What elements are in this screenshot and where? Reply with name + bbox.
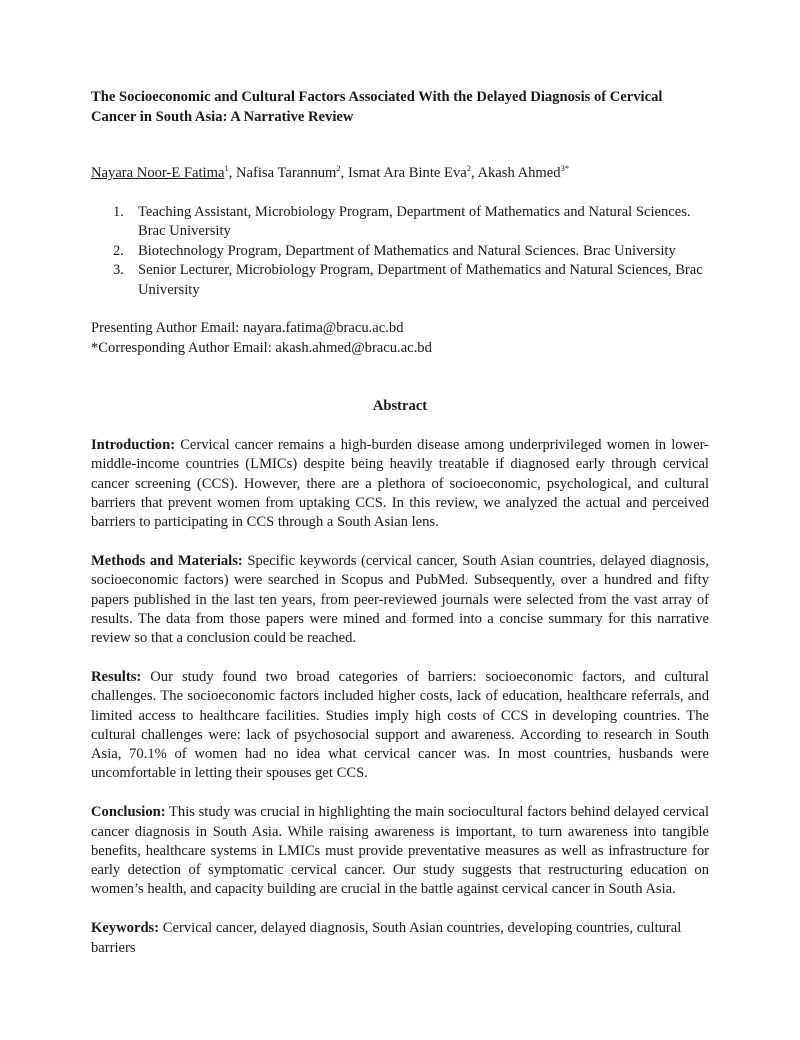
methods-section — [91, 552, 709, 648]
conclusion-label: Conclusion: — [91, 804, 166, 821]
keywords-text: Cervical cancer, delayed diagnosis, South Asian countries, developing countries, cultural barriers — [91, 920, 682, 956]
affiliation-text: Biotechnology Program, Department of Mathematics and Natural Sciences. Brac University — [138, 242, 676, 259]
author-name: Akash Ahmed — [477, 165, 561, 181]
author-separator: , — [228, 165, 236, 181]
author-line — [91, 164, 709, 184]
conclusion-text: This study was crucial in highlighting the main sociocultural factors behind delayed cervical cancer diagnosis in South Asia. While raising awareness is important, to turn awareness into tangible benefits, healthcare systems in LMICs must provide preventative measures as well as infrastructure for early detection of symptomatic cervical cancer. Our study suggests that restructuring education on women’s health, and capacity building are crucial in the battle against cervical cancer in South Asia. — [91, 804, 710, 898]
affiliation-number: 1. — [113, 203, 124, 220]
author-name: Nafisa Tarannum — [235, 165, 337, 181]
results-text: Our study found two broad categories of barriers: socioeconomic factors, and cultural challenges. The socioeconomic factors included higher costs, lack of education, healthcare referrals, and limited access to healthcare facilities. Studies imply high costs of CCS in developing countries. The cultural challenges were: lack of psychosocial support and awareness. According to research in South Asia, 70.1% of women had no idea what cervical cancer was. In most countries, husbands were uncomfortable in letting their spouses get CCS. — [91, 668, 709, 782]
paper-title: The Socioeconomic and Cultural Factors Associated With the Delayed Diagnosis of Cervical Cancer in South Asia: A Narrative Review — [91, 89, 663, 125]
author-separator: , — [470, 165, 478, 181]
introduction-label: Introduction: — [91, 437, 176, 453]
author — [91, 165, 236, 181]
affiliation-item — [91, 203, 709, 242]
author-name: Ismat Ara Binte Eva — [347, 165, 467, 181]
affiliation-text: Teaching Assistant, Microbiology Program, Department of Mathematics and Natural Sciences. Brac University — [138, 203, 691, 239]
author — [348, 165, 478, 181]
keywords-label: Keywords: — [91, 920, 160, 937]
corresponding-author-email: *Corresponding Author Email: akash.ahmed@bracu.ac.bd — [91, 339, 432, 356]
affiliation-number: 2. — [113, 242, 124, 259]
methods-label: Methods and Materials: — [91, 552, 243, 569]
introduction-section — [91, 436, 709, 532]
paper-page — [91, 88, 709, 958]
affiliation-number: 3. — [113, 262, 124, 278]
conclusion-section — [91, 803, 709, 899]
author-emails — [91, 319, 709, 358]
keywords-section — [91, 919, 709, 958]
results-label: Results: — [91, 668, 142, 685]
author-name: Nayara Noor-E Fatima — [91, 165, 225, 181]
affiliation-item — [91, 242, 709, 262]
methods-text: Specific keywords (cervical cancer, South Asian countries, delayed diagnosis, socioeconomic factors) were searched in Scopus and PubMed. Subsequently, over a hundred and fifty papers published in the last ten years, from peer-reviewed journals were selected from the vast array of results. The data from those papers were mined and formed into a concise summary for this narrative review so that a conclusion could be reached. — [91, 552, 710, 647]
results-section — [91, 668, 709, 784]
presenting-author-email: Presenting Author Email: nayara.fatima@bracu.ac.bd — [91, 320, 404, 336]
author-separator: , — [340, 165, 348, 181]
author-affiliation-mark: 1 — [224, 163, 229, 174]
introduction-text: Cervical cancer remains a high-burden disease among underprivileged women in lower-middle-income countries (LMICs) despite being heavily treatable if diagnosed early through cervical cancer screening (CCS). However, there are a plethora of socioeconomic, psychological, and cultural barriers that prevent women from uptaking CCS. In this review, we analyzed the actual and perceived barriers to participating in CCS through a South Asian lens. — [91, 437, 709, 531]
abstract-heading: Abstract — [372, 398, 428, 414]
affiliation-item — [91, 261, 709, 300]
author — [236, 165, 348, 181]
author — [477, 165, 569, 181]
author-affiliation-mark: 2 — [466, 163, 471, 174]
author-affiliation-mark: 2 — [336, 163, 341, 174]
author-affiliation-mark: 3* — [560, 163, 570, 174]
affiliation-text: Senior Lecturer, Microbiology Program, Department of Mathematics and Natural Sciences, Brac University — [138, 262, 703, 298]
affiliation-list — [91, 203, 709, 301]
